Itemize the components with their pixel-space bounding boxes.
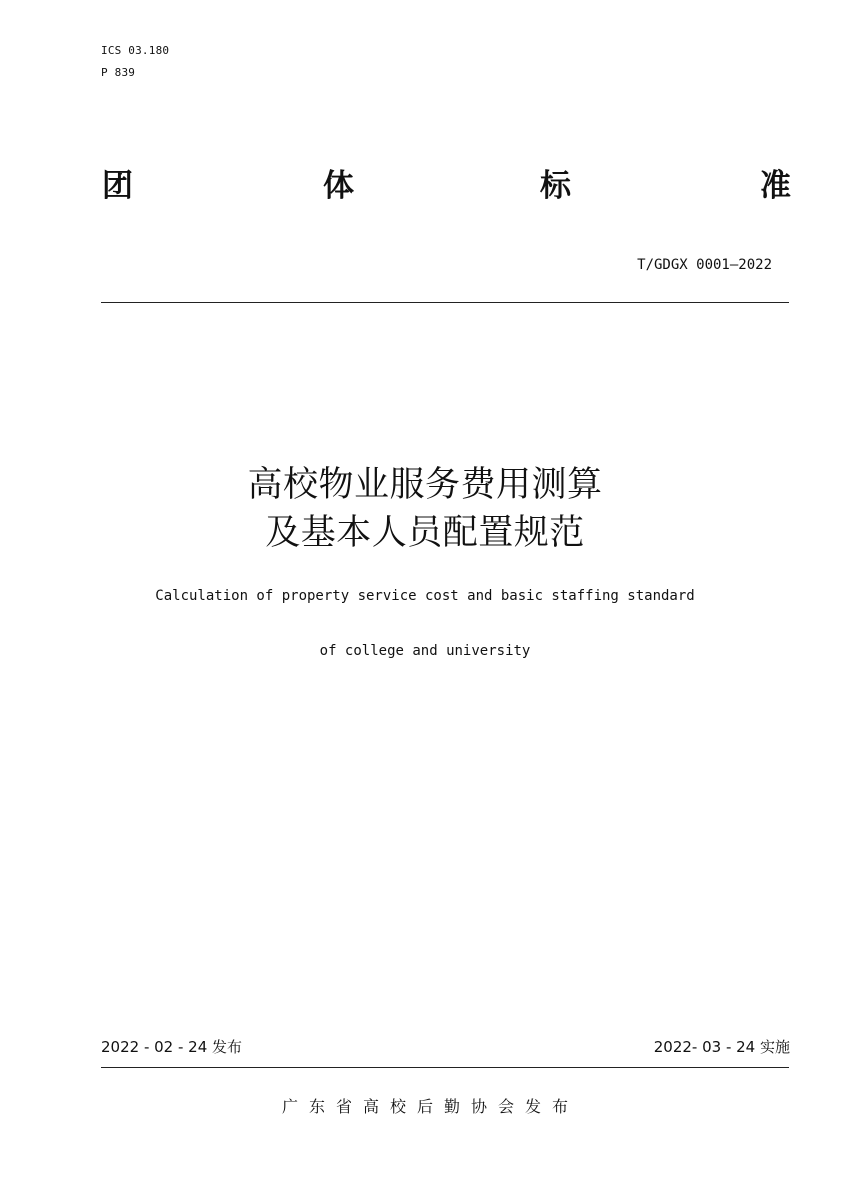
footer-divider (101, 1067, 789, 1068)
ics-code: ICS 03.180 (101, 44, 170, 57)
ccs-code: P 839 (101, 66, 136, 79)
publish-date: 2022 - 02 - 24 发布 (101, 1038, 243, 1056)
title-chinese-line-2: 及基本人员配置规范 (265, 513, 585, 553)
title-chinese-line-1: 高校物业服务费用测算 (247, 465, 603, 505)
standard-type-char: 标 (540, 168, 571, 204)
header-divider (101, 302, 789, 303)
title-english-line-2: of college and university (319, 643, 531, 659)
standard-number: T/GDGX 0001—2022 (637, 257, 772, 273)
issuer: 广东省高校后勤协会发布 (281, 1097, 579, 1116)
implementation-date: 2022- 03 - 24 实施 (653, 1038, 790, 1056)
title-english-line-1: Calculation of property service cost and basic staffing standard (155, 588, 695, 604)
standard-type-char: 准 (760, 168, 791, 204)
standard-type-char: 体 (323, 168, 354, 204)
standard-type-char: 团 (102, 168, 133, 204)
